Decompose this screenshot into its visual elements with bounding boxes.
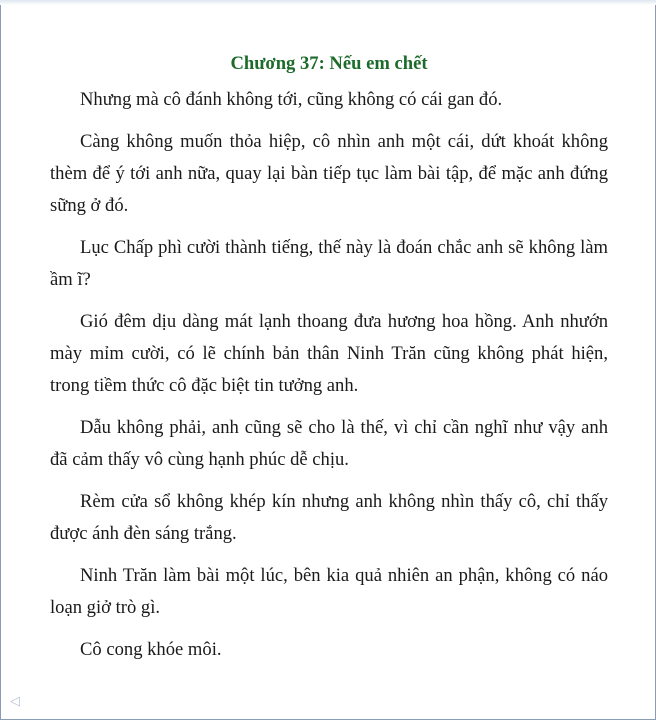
paragraph-4: Gió đêm dịu dàng mát lạnh thoang đưa hương hoa hồng. Anh nhướn mày mỉm cười, có lẽ chính bản thân Ninh Trăn cũng không phát hiện, trong tiềm thức cô đặc biệt tin tưởng anh. [50, 311, 608, 396]
chapter-title: Chương 37: Nếu em chết [230, 53, 428, 74]
scroll-left-icon[interactable]: ◁ [10, 694, 20, 709]
paragraph-8: Cô cong khóe môi. [80, 639, 222, 660]
paragraph-3: Lục Chấp phì cười thành tiếng, thế này là đoán chắc anh sẽ không làm ầm ĩ? [50, 237, 608, 290]
paragraph-1: Nhưng mà cô đánh không tới, cũng không có cái gan đó. [80, 89, 503, 110]
paragraph-7: Ninh Trăn làm bài một lúc, bên kia quả nhiên an phận, không có náo loạn giở trò gì. [50, 565, 608, 618]
paragraph-2: Càng không muốn thỏa hiệp, cô nhìn anh một cái, dứt khoát không thèm để ý tới anh nữa, quay lại bàn tiếp tục làm bài tập, để mặc anh đứng sững ở đó. [50, 131, 608, 216]
document-page [50, 52, 608, 676]
paragraph-6: Rèm cửa sổ không khép kín nhưng anh không nhìn thấy cô, chỉ thấy được ánh đèn sáng trắng. [50, 491, 608, 544]
window-top-edge [0, 0, 656, 5]
paragraph-5: Dẫu không phải, anh cũng sẽ cho là thế, vì chỉ cần nghĩ như vậy anh đã cảm thấy vô cùng hạnh phúc dễ chịu. [50, 417, 608, 470]
